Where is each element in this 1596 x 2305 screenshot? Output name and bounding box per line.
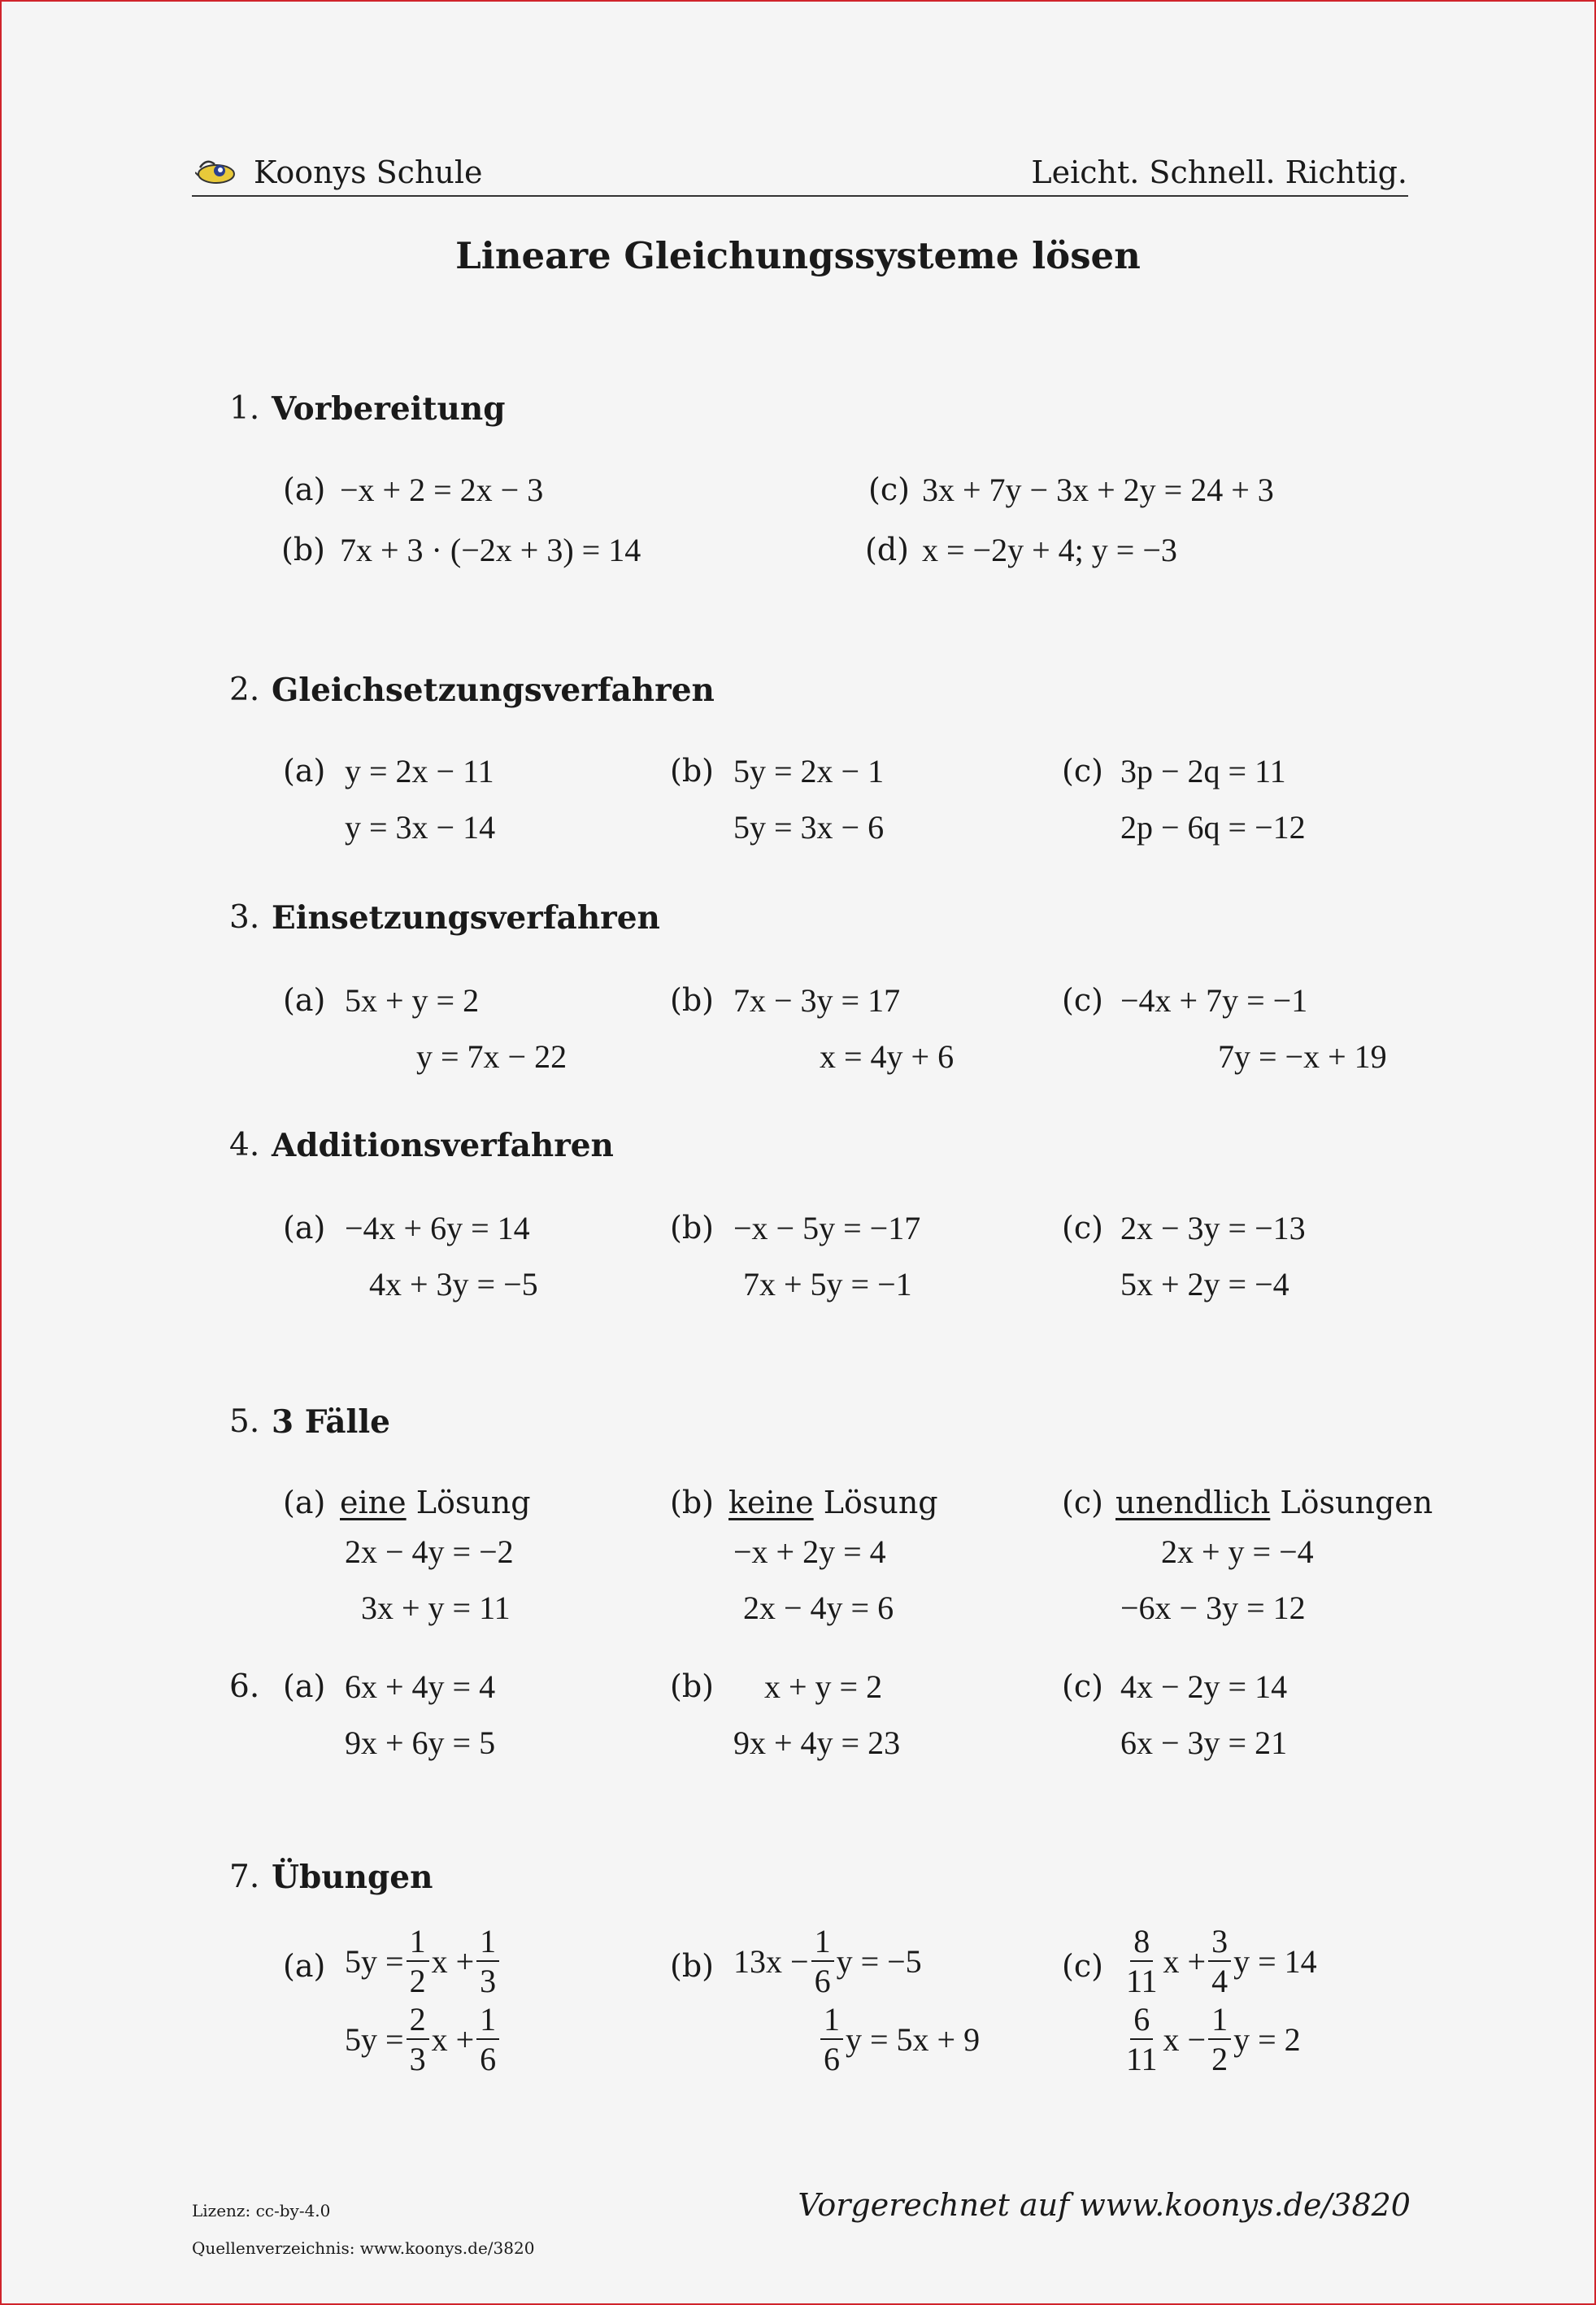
item-label: (c)	[1062, 1668, 1103, 1704]
equation: 7y = −x + 19	[1218, 1038, 1387, 1075]
section-title: Vorbereitung	[272, 390, 506, 428]
numerator: 1	[811, 1925, 834, 1962]
fraction	[811, 1925, 834, 1998]
fraction	[476, 1925, 499, 1998]
item-label: (b)	[670, 1485, 714, 1520]
sources-text: Quellenverzeichnis: www.koonys.de/3820	[192, 2238, 535, 2258]
numerator: 2	[407, 2003, 429, 2040]
section-number: 5.	[229, 1403, 260, 1440]
equation-part: y = −5	[836, 1943, 922, 1980]
equation: x + y = 2	[764, 1668, 883, 1705]
denominator: 2	[409, 1963, 426, 1999]
item-label: (c)	[1062, 982, 1103, 1018]
equation: x = −2y + 4; y = −3	[922, 532, 1177, 568]
tagline: Leicht. Schnell. Richtig.	[1031, 154, 1407, 190]
equation-part: y = 2	[1233, 2021, 1301, 2058]
section-number: 3.	[229, 899, 260, 936]
equation: 3p − 2q = 11	[1120, 753, 1286, 789]
denominator: 3	[409, 2041, 426, 2077]
license-text: Lizenz: cc-by-4.0	[192, 2201, 331, 2220]
equation-with-fractions	[733, 1925, 922, 1998]
equation: 9x + 6y = 5	[345, 1724, 496, 1761]
equation-part: x −	[1163, 2021, 1207, 2058]
equation: 6x + 4y = 4	[345, 1668, 496, 1705]
equation-part: y = 14	[1233, 1943, 1317, 1980]
equation: −x − 5y = −17	[733, 1210, 921, 1246]
equation: 2x − 4y = −2	[345, 1533, 514, 1570]
equation: 7x − 3y = 17	[733, 982, 901, 1019]
equation: −6x − 3y = 12	[1120, 1590, 1306, 1626]
equation-part: x +	[431, 2021, 475, 2058]
numerator: 6	[1130, 2003, 1153, 2040]
section-number: 1.	[229, 390, 260, 427]
equation: 5y = 2x − 1	[733, 753, 885, 789]
item-label: (c)	[1062, 753, 1103, 789]
equation-part: 5y =	[345, 1943, 404, 1980]
item-label: (b)	[281, 532, 325, 568]
denominator: 11	[1126, 2041, 1158, 2077]
section-title: 3 Fälle	[272, 1403, 390, 1441]
equation: y = 3x − 14	[345, 809, 496, 846]
numerator: 8	[1130, 1925, 1153, 1962]
section-title: Einsetzungsverfahren	[272, 899, 660, 937]
case-heading	[340, 1485, 531, 1520]
item-label: (d)	[865, 532, 909, 568]
fraction	[407, 2003, 429, 2076]
equation: 2x − 3y = −13	[1120, 1210, 1306, 1246]
equation: 5x + 2y = −4	[1120, 1266, 1289, 1303]
numerator: 1	[476, 2003, 499, 2040]
equation: 7x + 3 · (−2x + 3) = 14	[340, 532, 641, 568]
equation-with-fractions	[1120, 1925, 1317, 1998]
numerator: 1	[820, 2003, 843, 2040]
denominator: 4	[1211, 1963, 1229, 1999]
item-label: (b)	[670, 1210, 714, 1246]
page-title: Lineare Gleichungssysteme lösen	[455, 234, 1141, 277]
case-keyword: keine	[728, 1485, 814, 1520]
header-divider	[192, 195, 1408, 197]
equation: y = 7x − 22	[416, 1038, 568, 1075]
equation: 3x + 7y − 3x + 2y = 24 + 3	[922, 472, 1274, 508]
case-rest: Lösung	[823, 1485, 938, 1520]
fraction	[1123, 1925, 1161, 1998]
equation: 3x + y = 11	[361, 1590, 511, 1626]
item-label: (a)	[283, 1948, 326, 1984]
fraction	[1208, 2003, 1231, 2076]
equation: 4x + 3y = −5	[369, 1266, 538, 1303]
case-heading	[1115, 1485, 1433, 1520]
equation: 4x − 2y = 14	[1120, 1668, 1288, 1705]
item-label: (a)	[283, 982, 326, 1018]
section-title: Additionsverfahren	[272, 1127, 614, 1164]
brand-name: Koonys Schule	[254, 154, 483, 190]
section-number: 4.	[229, 1127, 260, 1163]
section-number: 2.	[229, 672, 260, 708]
equation-with-fractions	[818, 2003, 980, 2076]
fraction	[1208, 1925, 1231, 1998]
denominator: 6	[814, 1963, 831, 1999]
fraction	[1123, 2003, 1161, 2076]
item-label: (c)	[1062, 1210, 1103, 1246]
equation: 7x + 5y = −1	[743, 1266, 912, 1303]
item-label: (c)	[1062, 1485, 1103, 1520]
equation-part: 13x −	[733, 1943, 809, 1980]
item-label: (a)	[283, 753, 326, 789]
equation: 2p − 6q = −12	[1120, 809, 1306, 846]
equation: x = 4y + 6	[820, 1038, 955, 1075]
fraction	[476, 2003, 499, 2076]
equation-part: y = 5x + 9	[846, 2021, 981, 2058]
item-label: (b)	[670, 753, 714, 789]
equation-part: x +	[431, 1943, 475, 1980]
equation: 9x + 4y = 23	[733, 1724, 901, 1761]
section-title: Übungen	[272, 1859, 433, 1896]
section-title: Gleichsetzungsverfahren	[272, 672, 715, 709]
case-heading	[728, 1485, 938, 1520]
equation: 2x + y = −4	[1161, 1533, 1314, 1570]
equation: 5y = 3x − 6	[733, 809, 885, 846]
fraction	[407, 1925, 429, 1998]
koonys-logo-icon	[195, 156, 237, 185]
item-label: (a)	[283, 472, 326, 507]
fraction	[820, 2003, 843, 2076]
numerator: 1	[476, 1925, 499, 1962]
case-keyword: unendlich	[1115, 1485, 1271, 1520]
denominator: 2	[1211, 2041, 1229, 2077]
section-number: 6.	[229, 1668, 260, 1705]
case-rest: Lösung	[415, 1485, 531, 1520]
equation: −x + 2y = 4	[733, 1533, 886, 1570]
denominator: 11	[1126, 1963, 1158, 1999]
equation-with-fractions	[1120, 2003, 1301, 2076]
item-label: (c)	[868, 472, 910, 507]
item-label: (a)	[283, 1668, 326, 1704]
case-keyword: eine	[340, 1485, 407, 1520]
equation: −4x + 7y = −1	[1120, 982, 1308, 1019]
item-label: (a)	[283, 1210, 326, 1246]
item-label: (c)	[1062, 1948, 1103, 1984]
numerator: 1	[407, 1925, 429, 1962]
item-label: (b)	[670, 1668, 714, 1704]
denominator: 6	[480, 2041, 497, 2077]
numerator: 1	[1208, 2003, 1231, 2040]
solution-link[interactable]: Vorgerechnet auf www.koonys.de/3820	[798, 2187, 1411, 2223]
section-number: 7.	[229, 1859, 260, 1895]
item-label: (a)	[283, 1485, 326, 1520]
item-label: (b)	[670, 1948, 714, 1984]
equation: 5x + y = 2	[345, 982, 480, 1019]
equation-with-fractions	[345, 2003, 502, 2076]
equation: −4x + 6y = 14	[345, 1210, 530, 1246]
case-rest: Lösungen	[1280, 1485, 1433, 1520]
equation: y = 2x − 11	[345, 753, 494, 789]
equation-part: x +	[1163, 1943, 1207, 1980]
equation-with-fractions	[345, 1925, 502, 1998]
equation: 6x − 3y = 21	[1120, 1724, 1288, 1761]
denominator: 3	[480, 1963, 497, 1999]
item-label: (b)	[670, 982, 714, 1018]
equation-part: 5y =	[345, 2021, 404, 2058]
equation: 2x − 4y = 6	[743, 1590, 894, 1626]
numerator: 3	[1208, 1925, 1231, 1962]
denominator: 6	[824, 2041, 840, 2077]
equation: −x + 2 = 2x − 3	[340, 472, 544, 508]
